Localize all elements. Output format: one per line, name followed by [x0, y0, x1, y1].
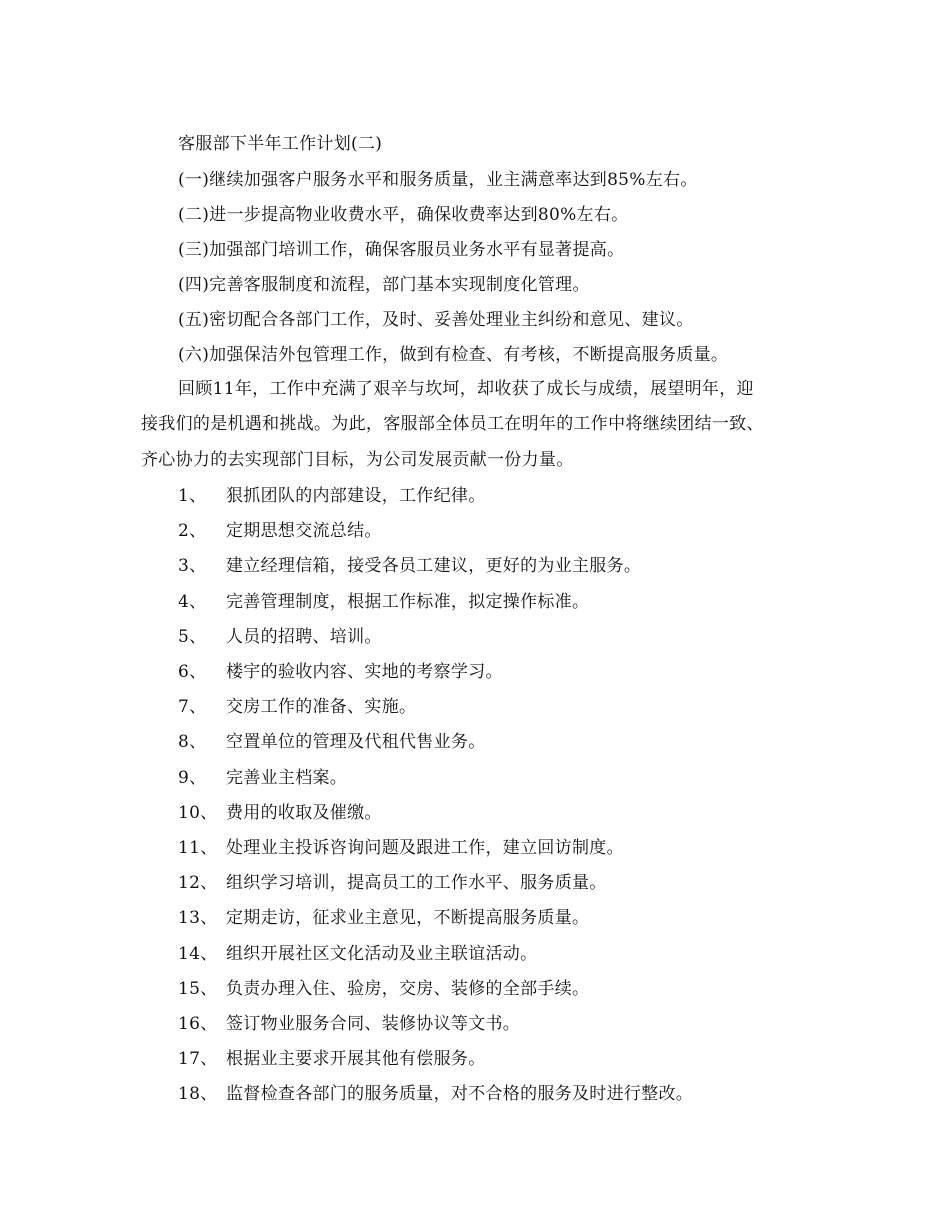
list-item-text: 监督检查各部门的服务质量，对不合格的服务及时进行整改。	[226, 1084, 694, 1104]
list-item	[178, 767, 347, 789]
list-item	[178, 872, 607, 894]
list-item-number: 11、	[178, 838, 218, 858]
list-item	[178, 1083, 693, 1105]
list-item-text: 完善业主档案。	[226, 768, 348, 788]
goal-2: (二)进一步提高物业收费水平，确保收费率达到80%左右。	[178, 205, 629, 225]
list-item-number: 14、	[178, 944, 218, 964]
goal-3: (三)加强部门培训工作，确保客服员业务水平有显著提高。	[178, 240, 625, 260]
list-item-text: 完善管理制度，根据工作标准，拟定操作标准。	[226, 592, 590, 612]
list-item-number: 1、	[178, 486, 207, 506]
list-item	[178, 978, 589, 1000]
list-item	[178, 943, 537, 965]
list-item-text: 建立经理信箱，接受各员工建议，更好的为业主服务。	[226, 556, 642, 576]
list-item-text: 定期思想交流总结。	[226, 521, 382, 541]
list-item-text: 空置单位的管理及代租代售业务。	[226, 732, 486, 752]
list-item-text: 处理业主投诉咨询问题及跟进工作，建立回访制度。	[226, 838, 624, 858]
list-item	[178, 661, 503, 683]
list-item-number: 12、	[178, 873, 218, 893]
list-item	[178, 626, 382, 648]
goal-6: (六)加强保洁外包管理工作，做到有检查、有考核，不断提高服务质量。	[178, 345, 729, 365]
list-item-text: 人员的招聘、培训。	[226, 627, 382, 647]
list-item-number: 10、	[178, 803, 218, 823]
list-item-number: 16、	[178, 1014, 218, 1034]
list-item-number: 18、	[178, 1084, 218, 1104]
goal-1: (一)继续加强客户服务水平和服务质量，业主满意率达到85%左右。	[178, 170, 698, 190]
review-paragraph-line-3: 齐心协力的去实现部门目标，为公司发展贡献一份力量。	[141, 450, 574, 470]
list-item	[178, 837, 624, 859]
list-item	[178, 731, 486, 753]
list-item	[178, 696, 416, 718]
list-item-number: 7、	[178, 697, 207, 717]
list-item-number: 13、	[178, 908, 218, 928]
list-item-text: 定期走访，征求业主意见，不断提高服务质量。	[226, 908, 590, 928]
list-item-text: 组织学习培训，提高员工的工作水平、服务质量。	[226, 873, 607, 893]
list-item-text: 负责办理入住、验房，交房、装修的全部手续。	[226, 979, 590, 999]
list-item-number: 6、	[178, 662, 207, 682]
list-item-text: 狠抓团队的内部建设，工作纪律。	[226, 486, 486, 506]
review-paragraph-line-2: 接我们的是机遇和挑战。为此，客服部全体员工在明年的工作中将继续团结一致、	[141, 414, 764, 434]
list-item	[178, 907, 589, 929]
list-item	[178, 485, 486, 507]
list-item-number: 8、	[178, 732, 207, 752]
goal-4: (四)完善客服制度和流程，部门基本实现制度化管理。	[178, 275, 590, 295]
list-item-number: 5、	[178, 627, 207, 647]
list-item-number: 15、	[178, 979, 218, 999]
list-item-number: 17、	[178, 1049, 218, 1069]
document-title: 客服部下半年工作计划(二)	[178, 134, 383, 154]
list-item-text: 签订物业服务合同、装修协议等文书。	[226, 1014, 521, 1034]
list-item	[178, 591, 589, 613]
goal-5: (五)密切配合各部门工作，及时、妥善处理业主纠纷和意见、建议。	[178, 310, 694, 330]
list-item-number: 3、	[178, 556, 207, 576]
list-item	[178, 555, 641, 577]
review-paragraph-line-1: 回顾11年，工作中充满了艰辛与坎坷，却收获了成长与成绩，展望明年，迎	[178, 379, 754, 399]
list-item-text: 根据业主要求开展其他有偿服务。	[226, 1049, 486, 1069]
list-item-number: 9、	[178, 768, 207, 788]
list-item-number: 2、	[178, 521, 207, 541]
list-item-text: 费用的收取及催缴。	[226, 803, 382, 823]
list-item-number: 4、	[178, 592, 207, 612]
list-item	[178, 1013, 520, 1035]
list-item-text: 组织开展社区文化活动及业主联谊活动。	[226, 944, 538, 964]
list-item	[178, 802, 382, 824]
list-item-text: 交房工作的准备、实施。	[226, 697, 417, 717]
list-item	[178, 1048, 486, 1070]
list-item-text: 楼宇的验收内容、实地的考察学习。	[226, 662, 503, 682]
list-item	[178, 520, 382, 542]
